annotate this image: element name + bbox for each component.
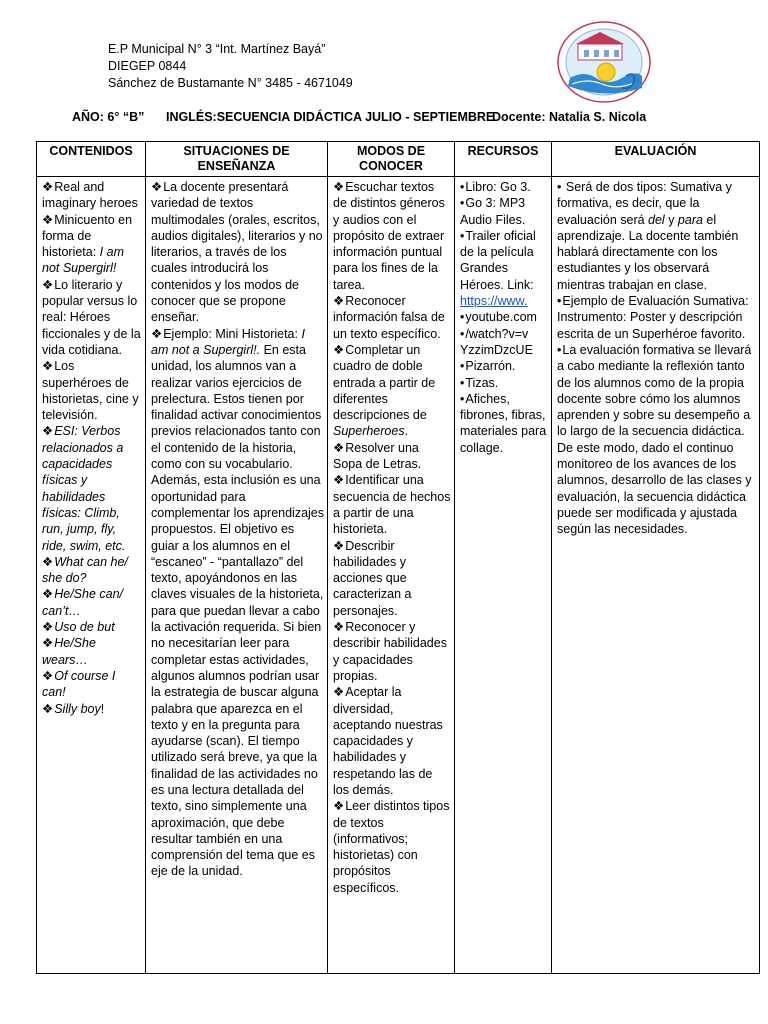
- item-text: Será de dos tipos: Sumativa y formativa, es decir, que la evaluación será: [557, 180, 732, 227]
- trailer-link[interactable]: https://www.: [460, 294, 528, 309]
- list-item: [333, 472, 451, 537]
- list-item: [333, 179, 451, 293]
- item-text: ESI: Verbos relacionados a capacidades físicas y habilidades físicas: Climb, run, jump, fly, ride, swim, etc.: [42, 424, 126, 553]
- year-label: AÑO: 6° “B”: [72, 110, 145, 124]
- item-text: En esta unidad, los alumnos van a realizar varios ejercicios de prelectura. Estos tienen por finalidad activar conocimientos previos relacionados tanto con el contenido de la historia, como con su vocabulario. Además, esta inclusión es una oportunidad para complementar los aprendizajes propuestos. El objetivo es guiar a los alumnos en el “escaneo” - “pantallazo” del texto, apoyándonos en las claves visuales de la historieta, para que puedan llevar a cabo la activación requerida. Si bien no necesitarían leer para completar estas actividades, algunos alumnos podrían usar la estrategia de buscar alguna palabra que aparezca en el texto y en la pregunta para ayudarse (scan). El tiempo utilizado será breve, ya que la finalidad de las actividades no es una lectura detallada del texto, sino simplemente una aproximación, que debe resultar también en una comprensión del tema que es eje de la unidad.: [151, 342, 325, 879]
- item-text: He/She can/ can’t…: [42, 587, 124, 618]
- bullet-dot-icon: •: [460, 391, 465, 406]
- bullet-dot-icon: •: [460, 228, 465, 243]
- list-item: [42, 212, 142, 277]
- table-header-row: [37, 142, 760, 177]
- list-item: [42, 619, 142, 635]
- item-text: Minicuento en forma de historieta:: [42, 212, 133, 260]
- item-text: /watch?v=v YzzimDzcUE: [460, 326, 533, 357]
- item-text: .: [404, 424, 409, 439]
- school-logo: [556, 20, 652, 104]
- item-text: Pizarrón.: [465, 359, 516, 374]
- list-item: [460, 358, 548, 374]
- item-text: para: [677, 212, 703, 227]
- bullet-diamond-icon: ❖: [333, 685, 345, 700]
- teacher-label: Docente: Natalia S. Nicola: [492, 110, 647, 124]
- item-text: del: [648, 212, 665, 227]
- table-body-row: [37, 177, 760, 974]
- bullet-diamond-icon: ❖: [333, 799, 345, 814]
- subject-label: INGLÉS:SECUENCIA DIDÁCTICA JULIO - SEPTIEMBRE: [166, 110, 495, 124]
- list-item: [460, 228, 548, 309]
- item-text: Escuchar textos de distintos géneros y audios con el propósito de extraer información puntual para los fines de la tarea.: [333, 180, 445, 292]
- item-text: Aceptar la diversidad, aceptando nuestras capacidades y habilidades y respetando las de los demás.: [333, 685, 443, 797]
- list-item: [42, 635, 142, 668]
- item-text: Of course I can!: [42, 668, 116, 700]
- list-item: [151, 326, 324, 880]
- list-item: [42, 179, 142, 212]
- list-item: [42, 358, 142, 423]
- list-item: [42, 554, 142, 587]
- list-item: [42, 277, 142, 358]
- bullet-diamond-icon: ❖: [42, 554, 54, 569]
- bullet-diamond-icon: ❖: [333, 473, 345, 488]
- header-modos: MODOS DE CONOCER: [328, 142, 455, 177]
- list-item: [460, 309, 548, 325]
- bullet-diamond-icon: ❖: [333, 538, 345, 553]
- school-address: Sánchez de Bustamante N° 3485 - 4671049: [108, 76, 353, 90]
- school-name: E.P Municipal N° 3 “Int. Martínez Bayá”: [108, 42, 326, 56]
- bullet-diamond-icon: ❖: [42, 668, 54, 683]
- bullet-diamond-icon: ❖: [42, 212, 54, 227]
- list-item: [333, 798, 451, 896]
- bullet-diamond-icon: ❖: [42, 587, 54, 602]
- bullet-diamond-icon: ❖: [42, 359, 54, 374]
- item-text: Afiches, fibrones, fibras, materiales para collage.: [460, 391, 547, 455]
- item-text: Trailer oficial de la película Grandes Héroes. Link:: [460, 228, 536, 292]
- list-item: [460, 375, 548, 391]
- sequence-table: [36, 141, 760, 974]
- item-text: Leer distintos tipos de textos (informativos; historietas) con propósitos específicos.: [333, 799, 450, 895]
- list-item: [42, 586, 142, 619]
- bullet-diamond-icon: ❖: [333, 440, 345, 455]
- list-item: [333, 293, 451, 342]
- item-text: La docente presentará variedad de textos multimodales (orales, escritos, audios digitales), literarios y no literarios, a través de los cuales introducirá los contenidos y los modos de conocer que se propone enseñar.: [151, 180, 323, 325]
- item-text: Resolver una Sopa de Letras.: [333, 440, 422, 472]
- header-situaciones: SITUACIONES DE ENSEÑANZA: [146, 142, 328, 177]
- item-text: I am not Supergirl!: [42, 245, 124, 276]
- item-text: Ejemplo de Evaluación Sumativa: Instrumento: Poster y descripción escrita de un Superhéroe favorito.: [557, 294, 749, 341]
- list-item: [460, 326, 548, 359]
- list-item: [333, 440, 451, 473]
- bullet-diamond-icon: ❖: [42, 701, 54, 716]
- list-item: [557, 179, 756, 293]
- item-text: Silly boy: [54, 701, 101, 716]
- item-text: Superheroes: [333, 424, 405, 439]
- item-text: Los superhéroes de historietas, cine y televisión.: [42, 359, 139, 423]
- item-text: youtube.com: [465, 310, 537, 325]
- bullet-diamond-icon: ❖: [151, 180, 163, 194]
- item-text: Identificar una secuencia de hechos a partir de una historieta.: [333, 473, 451, 537]
- list-item: [557, 342, 756, 538]
- school-code: DIEGEP 0844: [108, 59, 187, 73]
- item-text: y: [664, 212, 678, 227]
- header-evaluacion: EVALUACIÓN: [552, 142, 760, 177]
- bullet-dot-icon: •: [460, 375, 465, 390]
- list-item: [557, 293, 756, 342]
- item-text: Completar un cuadro de doble entrada a partir de diferentes descripciones de: [333, 342, 436, 423]
- item-text: Tizas.: [465, 375, 499, 390]
- list-item: [42, 701, 142, 717]
- contenidos-cell: [37, 177, 146, 974]
- list-item: [333, 342, 451, 440]
- bullet-dot-icon: •: [460, 180, 465, 194]
- item-text: He/She wears…: [42, 636, 96, 667]
- bullet-diamond-icon: ❖: [42, 424, 54, 439]
- bullet-diamond-icon: ❖: [42, 277, 54, 292]
- bullet-dot-icon: •: [460, 196, 465, 211]
- evaluacion-cell: [552, 177, 760, 974]
- item-text: La evaluación formativa se llevará a cabo mediante la reflexión tanto de los alumnos como de la propia docente sobre cómo los alumnos aprenden y sobre su desempeño a lo largo de la secuencia didáctica. De este modo, dado el continuo monitoreo de los avances de los alumnos, desarrollo de las clases y evaluación, la secuencia didáctica puede ser modificada y ajustada según las necesidades.: [557, 342, 752, 537]
- item-text: !: [100, 701, 105, 716]
- bullet-diamond-icon: ❖: [42, 180, 54, 194]
- bullet-dot-icon: •: [460, 326, 465, 341]
- item-text: Go 3: MP3 Audio Files.: [460, 196, 526, 227]
- item-text: Reconocer y describir habilidades y capacidades propias.: [333, 620, 447, 683]
- list-item: [333, 619, 451, 684]
- bullet-diamond-icon: ❖: [151, 326, 163, 341]
- list-item: [42, 423, 142, 553]
- item-text: Reconocer información falsa de un texto específico.: [333, 294, 445, 341]
- bullet-diamond-icon: ❖: [333, 180, 345, 194]
- item-text: Real and imaginary heroes: [42, 180, 138, 211]
- item-text: Describir habilidades y acciones que caracterizan a personajes.: [333, 538, 412, 618]
- bullet-dot-icon: •: [460, 310, 465, 325]
- item-text: Libro: Go 3.: [465, 180, 531, 194]
- situaciones-cell: [146, 177, 328, 974]
- bullet-diamond-icon: ❖: [333, 294, 345, 309]
- list-item: [333, 538, 451, 619]
- bullet-dot-icon: •: [557, 180, 562, 194]
- bullet-diamond-icon: ❖: [333, 620, 345, 635]
- list-item: [460, 391, 548, 456]
- item-text: Uso de but: [54, 620, 115, 635]
- modos-cell: [328, 177, 455, 974]
- list-item: [333, 684, 451, 798]
- item-text: Lo literario y popular versus lo real: Héroes ficcionales y de la vida cotidiana.: [42, 277, 141, 357]
- header-recursos: RECURSOS: [455, 142, 552, 177]
- bullet-diamond-icon: ❖: [42, 620, 54, 635]
- bullet-diamond-icon: ❖: [333, 342, 345, 357]
- bullet-dot-icon: •: [557, 294, 562, 309]
- bullet-dot-icon: •: [557, 342, 562, 357]
- list-item: [42, 668, 142, 701]
- item-text: I am not a Supergirl!.: [151, 326, 305, 357]
- list-item: [151, 179, 324, 326]
- list-item: [460, 179, 548, 195]
- bullet-diamond-icon: ❖: [42, 636, 54, 651]
- item-text: Ejemplo: Mini Historieta:: [163, 326, 302, 341]
- header-contenidos: CONTENIDOS: [37, 142, 146, 177]
- item-text: el aprendizaje. La docente también hablará directamente con los estudiantes y los observará mientras trabajan en clase.: [557, 212, 739, 292]
- recursos-cell: [455, 177, 552, 974]
- bullet-dot-icon: •: [460, 359, 465, 374]
- item-text: What can he/ she do?: [42, 554, 128, 586]
- list-item: [460, 195, 548, 228]
